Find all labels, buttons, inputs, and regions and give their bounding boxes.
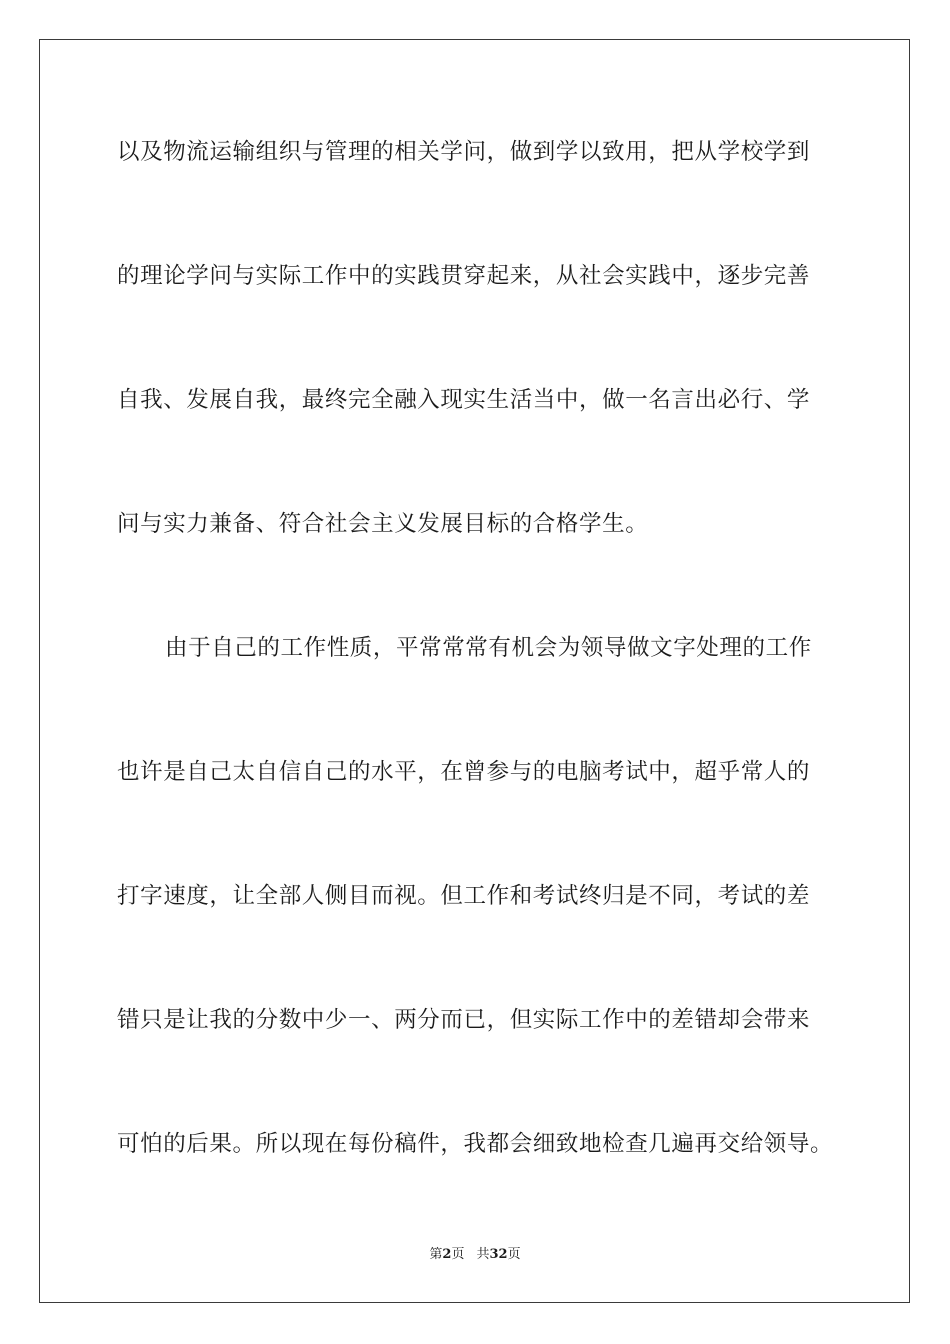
- page-border: [39, 39, 910, 1303]
- footer-total-pages: 32: [489, 1247, 508, 1262]
- text-line-5-paragraph-start: 由于自己的工作性质，平常常常有机会为领导做文字处理的工作: [165, 635, 812, 661]
- footer-page-prefix: 第: [429, 1247, 443, 1262]
- footer-total-suffix: 页: [507, 1247, 521, 1262]
- text-line-3: 自我、发展自我，最终完全融入现实生活当中，做一名言出必行、学: [117, 387, 811, 413]
- page-footer: [0, 1247, 950, 1263]
- text-line-4: 问与实力兼备、符合社会主义发展目标的合格学生。: [117, 511, 649, 537]
- footer-total-prefix: 共: [476, 1247, 490, 1262]
- text-line-1: 以及物流运输组织与管理的相关学问，做到学以致用，把从学校学到: [117, 139, 811, 165]
- text-line-2: 的理论学问与实际工作中的实践贯穿起来，从社会实践中，逐步完善: [117, 263, 811, 289]
- text-line-9: 可怕的后果。所以现在每份稿件，我都会细致地检查几遍再交给领导。: [117, 1131, 834, 1157]
- text-line-8: 错只是让我的分数中少一、两分而已，但实际工作中的差错却会带来: [117, 1007, 811, 1033]
- footer-page-number: 2: [442, 1247, 452, 1262]
- text-line-7: 打字速度，让全部人侧目而视。但工作和考试终归是不同，考试的差: [117, 883, 811, 909]
- footer-page-suffix: 页: [451, 1247, 465, 1262]
- text-line-6: 也许是自己太自信自己的水平，在曾参与的电脑考试中，超乎常人的: [117, 759, 811, 785]
